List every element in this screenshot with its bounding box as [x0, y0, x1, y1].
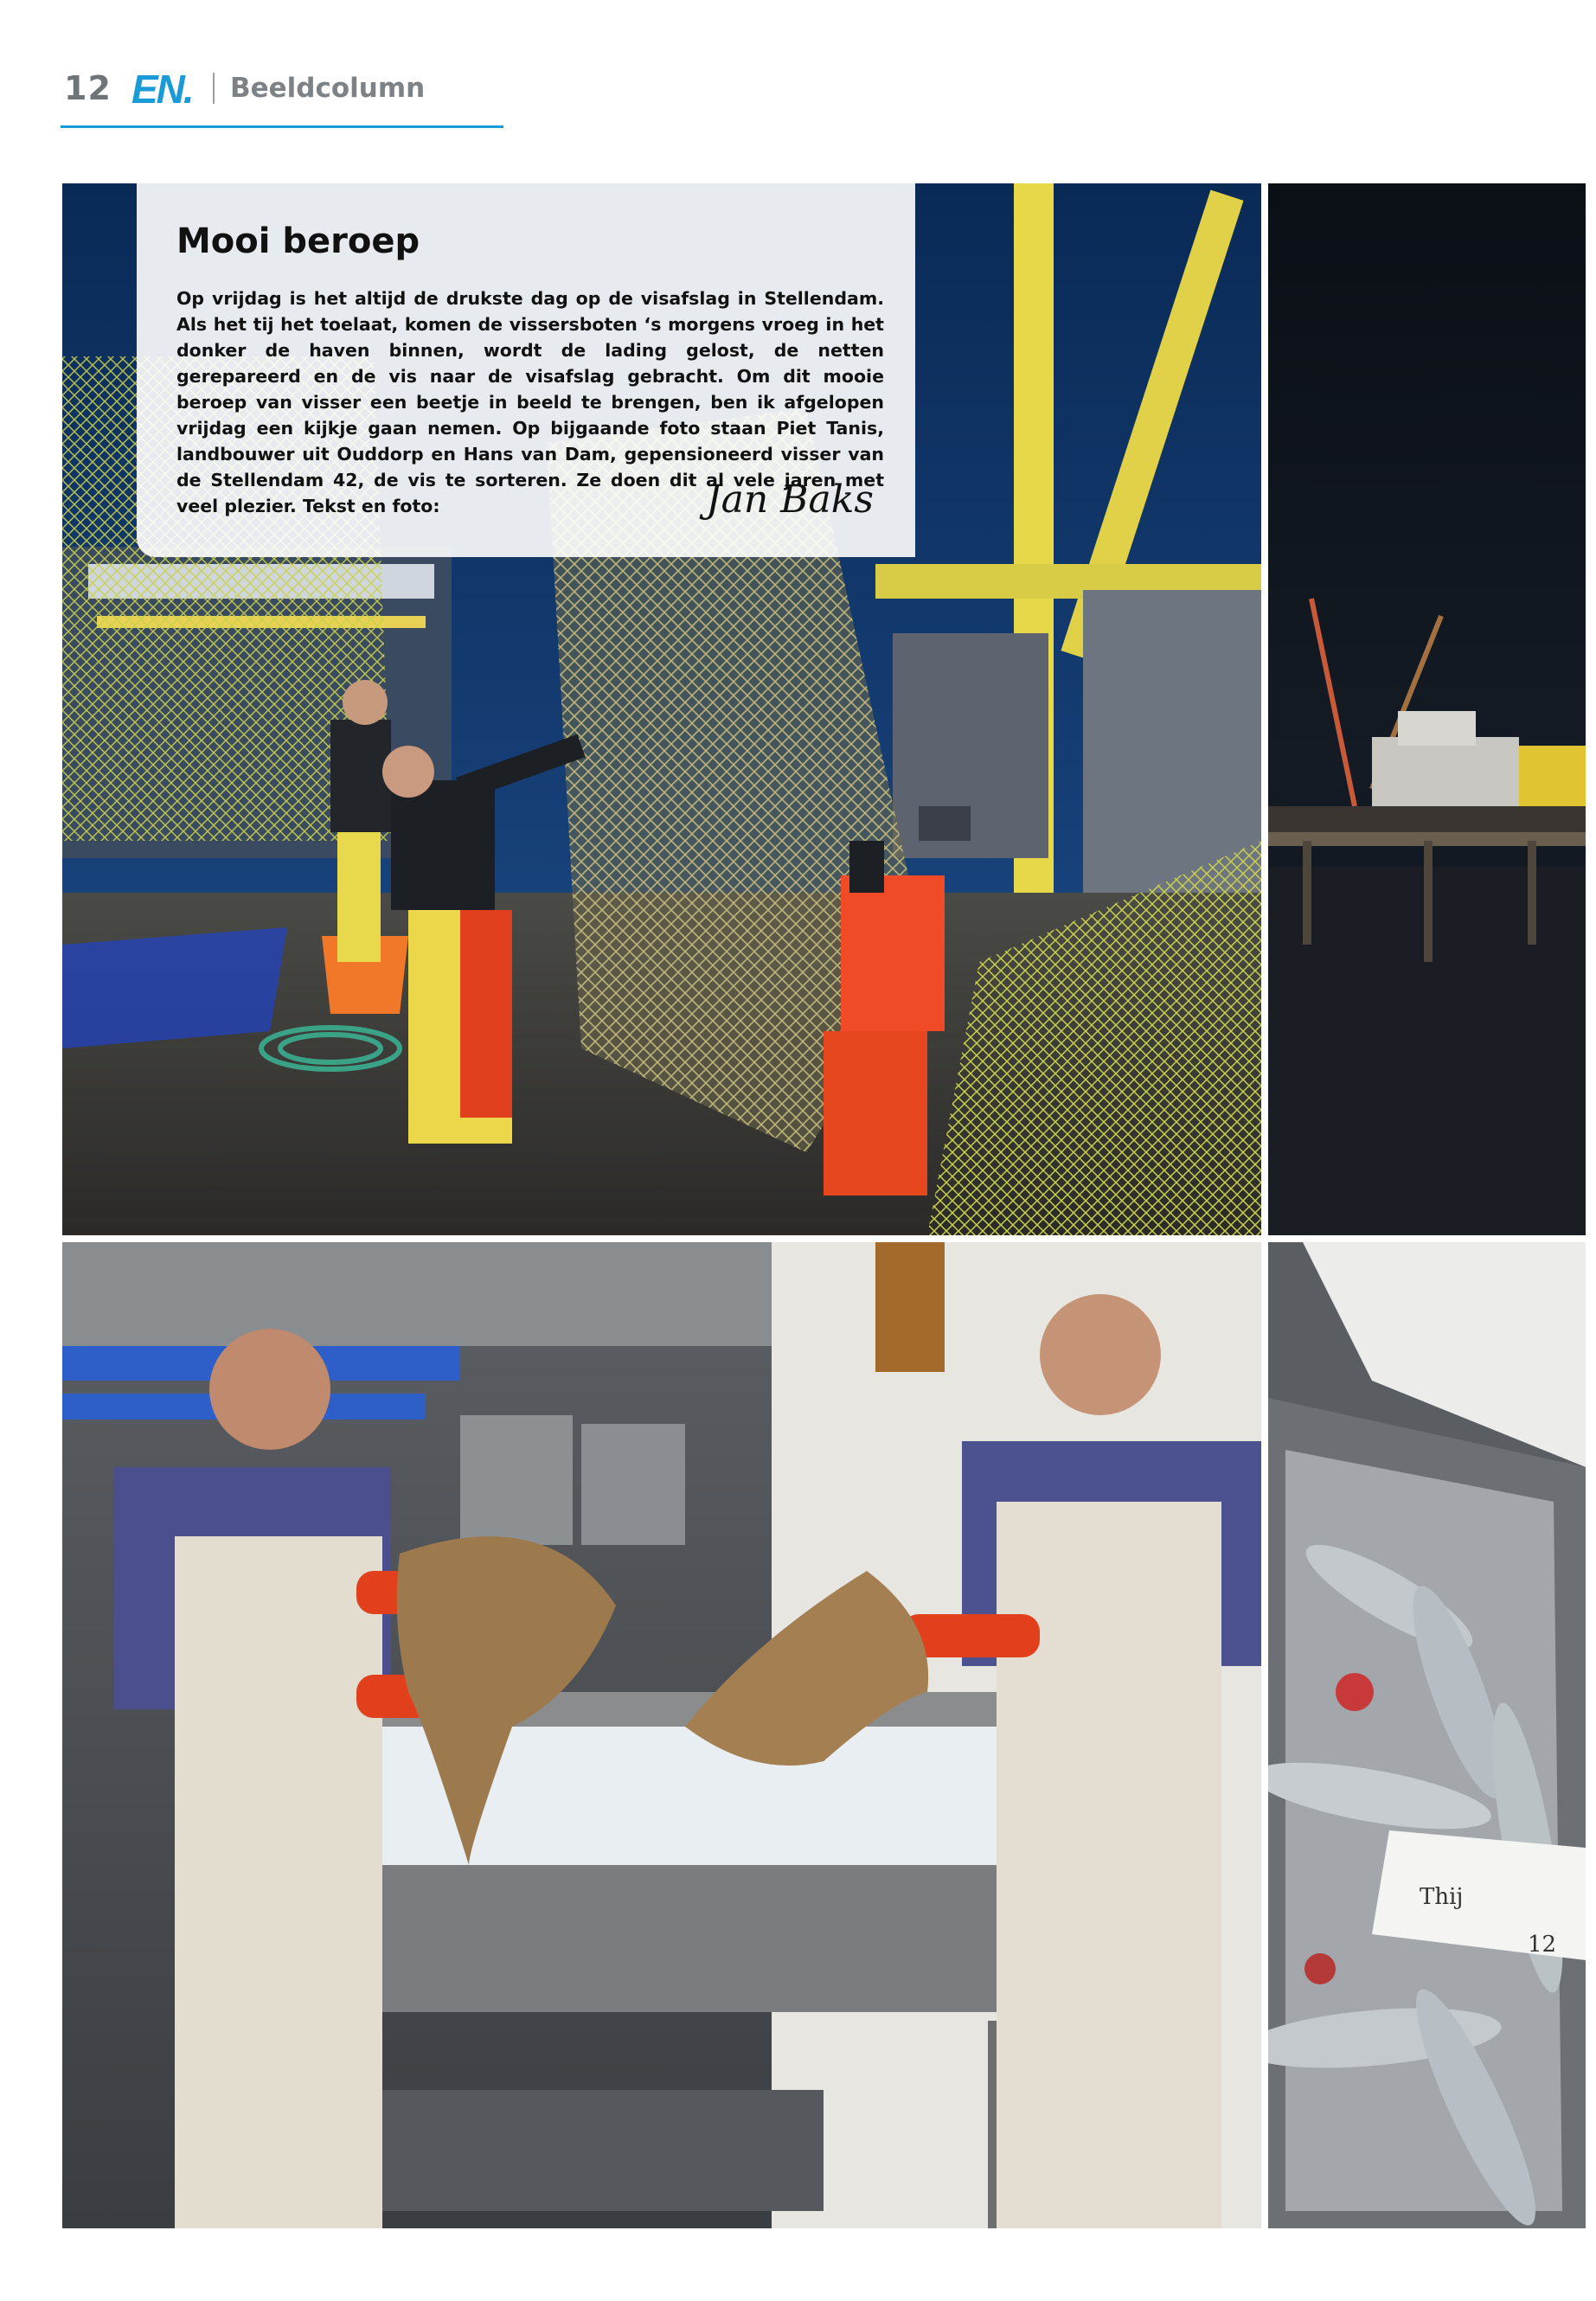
note-number: 12 — [1528, 1932, 1557, 1958]
section-title: Beeldcolumn — [230, 73, 426, 104]
photo-harbor-night — [1268, 183, 1586, 1235]
page-number: 12 — [64, 69, 112, 107]
en-logo: EN. — [131, 67, 193, 112]
article-textbox — [137, 183, 915, 557]
page-header — [61, 61, 510, 130]
article-body: Op vrijdag is het altijd de drukste dag op de visafslag in Stellendam. Als het tij het toelaat, komen de vissersboten ‘s morgens vroeg in het donker de haven binnen, wordt de lading gelost, de netten gerepareerd en de vis naar de visafslag gebracht. Om dit mooie beroep van visser een beetje in beeld te brengen, ben ik afgelopen vrijdag een kijkje gaan nemen. Op bijgaande foto staan Piet Tanis, landbouwer uit Ouddorp en Hans van Dam, gepensioneerd visser van de Stellendam 42, de vis te sorteren. Ze doen dit al vele jaren met veel plezier. Tekst en foto: — [176, 288, 884, 516]
photo-fish-sorting — [62, 1242, 1261, 2228]
note-text: Thij — [1420, 1884, 1464, 1910]
photo-fish-crate — [1268, 1242, 1586, 2228]
header-rule — [61, 125, 503, 128]
header-divider — [213, 73, 215, 104]
article-title: Mooi beroep — [176, 221, 420, 261]
author-signature: Jan Baks — [705, 478, 874, 522]
